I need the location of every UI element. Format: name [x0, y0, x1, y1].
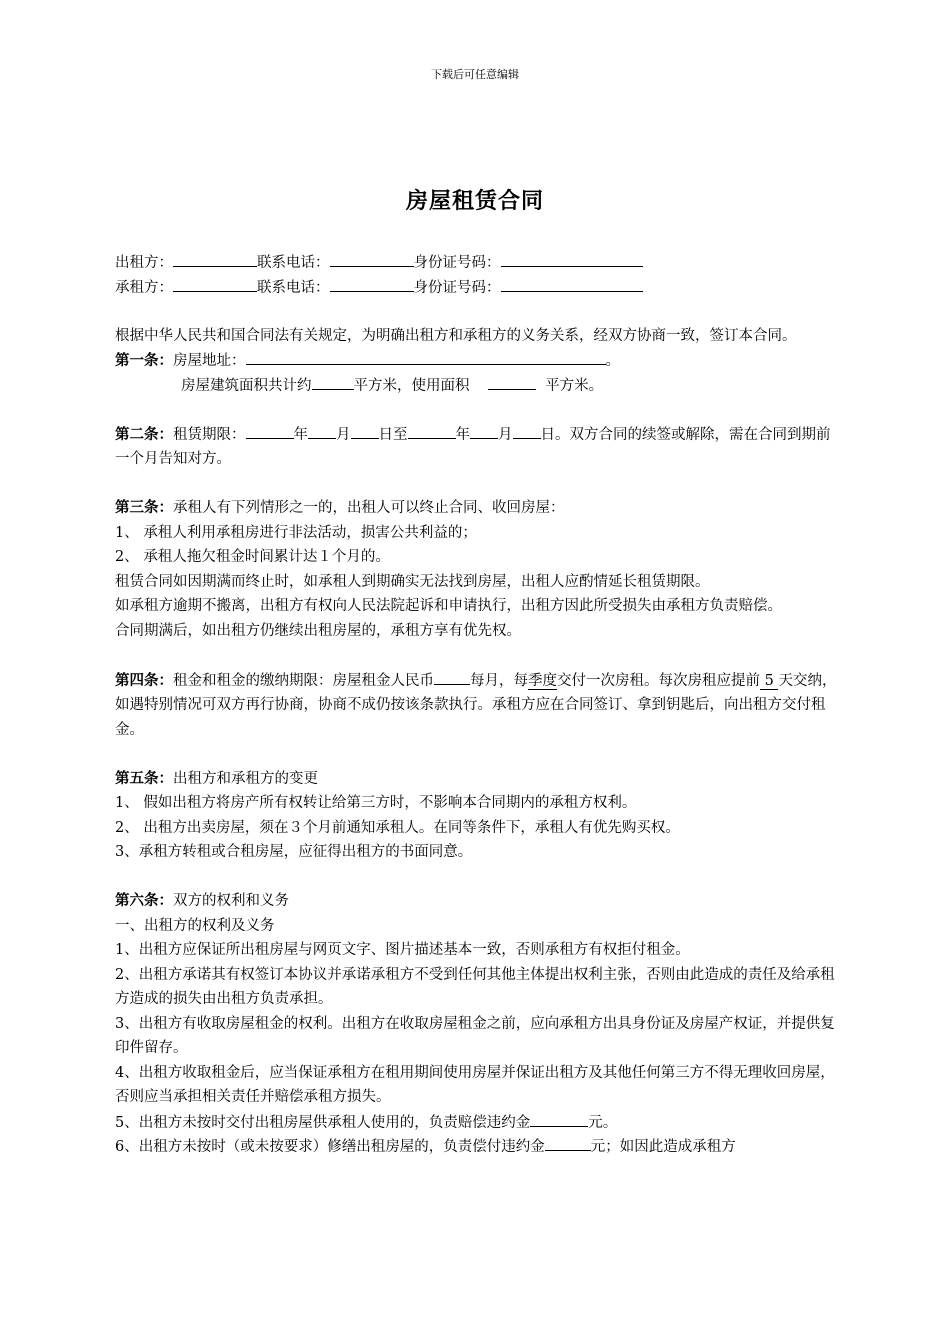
- end-month-blank[interactable]: [470, 422, 498, 439]
- area-text-a: 房屋建筑面积共计约: [181, 377, 312, 394]
- lessee-phone-blank[interactable]: [330, 275, 414, 292]
- lessor-phone-label: 联系电话：: [257, 255, 330, 271]
- advance-days-value: 5: [764, 672, 774, 689]
- article4-label: 第四条：: [115, 671, 173, 689]
- item6-text-b: 元；如因此造成承租方: [590, 1139, 736, 1155]
- advance-days: [760, 673, 778, 690]
- address-label: 房屋地址：: [173, 353, 246, 369]
- lessor-name-blank[interactable]: [173, 250, 257, 267]
- lessor-phone-blank[interactable]: [330, 250, 414, 267]
- start-month-blank[interactable]: [308, 422, 336, 439]
- article6-item-5: [115, 1110, 840, 1135]
- term-end-text: 日。双方合同的续签或解除，需在合同到期前一个月告知对方。: [115, 426, 831, 467]
- lessee-phone-label: 联系电话：: [257, 279, 330, 296]
- lessee-id-label: 身份证号码：: [413, 279, 501, 296]
- article3-item: 租赁合同如因期满而终止时，如承租人到期确实无法找到房屋，出租人应酌情延长租赁期限。: [115, 573, 710, 590]
- article6-item: 1、出租方应保证所出租房屋与网页文字、图片描述基本一致，否则承租方有权拒付租金。: [115, 942, 690, 958]
- contract-body: [115, 250, 840, 1159]
- item6-text-a: 6、出租方未按时（或未按要求）修缮出租房屋的，负责偿付违约金: [115, 1139, 545, 1155]
- lessor-id-blank[interactable]: [501, 250, 643, 267]
- article1-line: [115, 348, 840, 373]
- lessor-id-label: 身份证号码：: [413, 255, 501, 271]
- lessee-name-blank[interactable]: [173, 275, 257, 292]
- rent-text-3: 交付一次房租。每次房租应提前: [557, 672, 760, 689]
- article3-lead: 承租人有下列情形之一的，出租人可以终止合同、收回房屋：: [173, 500, 565, 516]
- rent-text-1: 租金和租金的缴纳期限：房屋租金人民币: [173, 672, 434, 689]
- article3-item: 2、 承租人拖欠租金时间累计达１个月的。: [115, 549, 390, 565]
- article3-label: 第三条：: [115, 499, 173, 516]
- article6-section: 一、出租方的权利及义务: [115, 917, 275, 934]
- article6-label: 第六条：: [115, 892, 173, 909]
- article6-item: 4、出租方收取租金后，应当保证承租方在租用期间使用房屋并保证出租方及其他任何第三方不得无理收回房屋，否则应当承担相关责任并赔偿承租方损失。: [115, 1064, 835, 1105]
- article6-line: [115, 889, 840, 914]
- repair-penalty-blank[interactable]: [545, 1134, 591, 1151]
- lessee-line: [115, 275, 840, 300]
- year-unit-2: 年: [455, 426, 470, 443]
- month-unit-2: 月: [498, 426, 513, 443]
- term-label: 租赁期限：: [173, 426, 246, 443]
- address-end: 。: [605, 353, 620, 369]
- area-line: [115, 373, 840, 398]
- article5-label: 第五条：: [115, 769, 173, 787]
- article3-item: 1、 承租人利用承租房进行非法活动，损害公共利益的；: [115, 524, 477, 541]
- article6-item: 2、出租方承诺其有权签订本协议并承诺承租方不受到任何其他主体提出权利主张，否则由此造成的责任及给承租方造成的损失由出租方负责承担。: [115, 966, 835, 1007]
- article5-line: [115, 767, 840, 792]
- intro-paragraph: 根据中华人民共和国合同法有关规定，为明确出租方和承租方的义务关系，经双方协商一致，签订本合同。: [115, 327, 797, 344]
- usable-area-blank[interactable]: [488, 373, 536, 390]
- article1-label: 第一条：: [115, 352, 173, 369]
- lessor-line: [115, 250, 840, 275]
- item5-text-b: 元。: [588, 1114, 618, 1131]
- area-text-b: 平方米，使用面积: [353, 377, 470, 394]
- article4-paragraph: [115, 668, 840, 743]
- article3-line: [115, 496, 840, 521]
- article3-item: 合同期满后，如出租方仍继续出租房屋的，承租方享有优先权。: [115, 622, 521, 639]
- article5-item: 3、承租方转租或合租房屋，应征得出租方的书面同意。: [115, 844, 473, 860]
- lessor-label: 出租方：: [115, 255, 173, 271]
- lessee-label: 承租方：: [115, 279, 173, 296]
- month-unit: 月: [336, 426, 351, 443]
- rent-amount-blank[interactable]: [434, 668, 470, 685]
- area-text-c: 平方米。: [545, 377, 604, 394]
- payment-period: 季度: [528, 672, 557, 689]
- item5-text-a: 5、出租方未按时交付出租房屋供承租人使用的，负责赔偿违约金: [115, 1114, 531, 1131]
- page-header: 下载后可任意编辑: [431, 68, 519, 81]
- day-to-unit: 日至: [378, 426, 408, 443]
- end-day-blank[interactable]: [513, 422, 541, 439]
- penalty-amount-blank[interactable]: [530, 1110, 588, 1127]
- start-day-blank[interactable]: [351, 422, 379, 439]
- rent-text-4: 天交纳，如遇特别情况可双方再行协商，协商不成仍按该条款执行。承租方应在合同签订、拿到钥匙后，向出租方交付租金。: [115, 672, 837, 738]
- article6-lead: 双方的权利和义务: [173, 893, 289, 909]
- article6-item-6: [115, 1134, 840, 1159]
- year-unit: 年: [293, 426, 308, 443]
- article5-lead: 出租方和承租方的变更: [173, 770, 318, 787]
- article5-item: 2、 出租方出卖房屋，须在３个月前通知承租人。在同等条件下，承租人有优先购买权。: [115, 819, 680, 836]
- article2-paragraph: [115, 422, 840, 472]
- article3-item: 如承租方逾期不搬离，出租方有权向人民法院起诉和申请执行，出租方因此所受损失由承租方负责赔偿。: [115, 598, 782, 614]
- document-title: 房屋租赁合同: [405, 188, 544, 214]
- article6-item: 3、出租方有收取房屋租金的权利。出租方在收取房屋租金之前，应向承租方出具身份证及房屋产权证，并提供复印件留存。: [115, 1015, 835, 1056]
- address-blank[interactable]: [246, 348, 606, 365]
- start-year-blank[interactable]: [246, 422, 294, 439]
- end-year-blank[interactable]: [408, 422, 456, 439]
- building-area-blank[interactable]: [312, 373, 354, 390]
- article5-item: 1、 假如出租方将房产所有权转让给第三方时，不影响本合同期内的承租方权利。: [115, 795, 637, 811]
- rent-text-2: 每月，每: [470, 672, 528, 689]
- lessee-id-blank[interactable]: [501, 275, 643, 292]
- article2-label: 第二条：: [115, 425, 173, 443]
